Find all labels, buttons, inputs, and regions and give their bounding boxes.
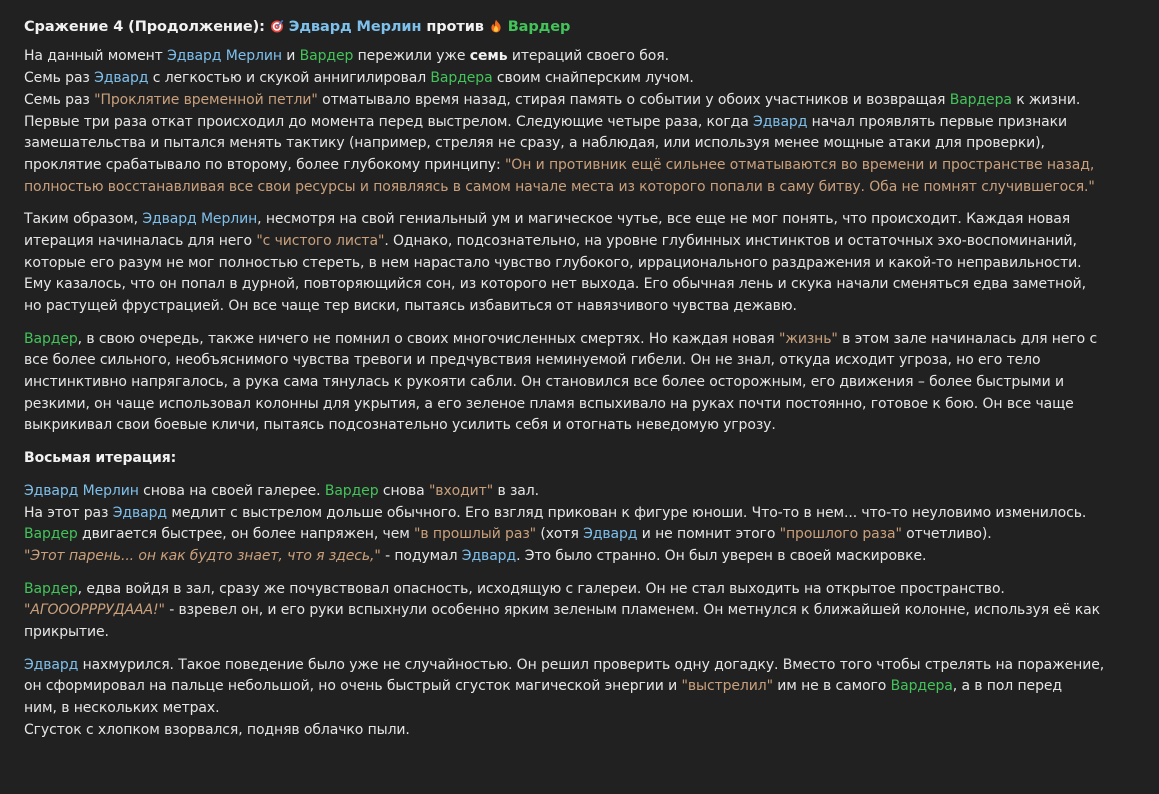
quote-text: "с чистого листа" [256, 232, 385, 249]
text-fragment: в этом зале начиналась для него с [842, 330, 1098, 347]
text-fragment: (хотя [540, 526, 579, 543]
varder-name: Вардер [299, 48, 354, 65]
quote-text: "выстрелил" [681, 678, 773, 695]
paragraph-3 [24, 329, 1135, 437]
heading-prefix: Сражение 4 (Продолжение): [24, 19, 265, 35]
text-fragment: с легкостью и скукой аннигилировал [152, 70, 427, 87]
text-fragment: отматывало время назад, стирая память о событии у обоих участников и возвращая [322, 91, 946, 108]
text-fragment: итераций своего боя. [511, 48, 669, 65]
text-line: ним, в нескольких метрах. [24, 700, 220, 717]
quote-text: "входит" [428, 482, 494, 499]
text-fragment: начал проявлять первые признаки [811, 113, 1067, 130]
text-fragment: в зал. [497, 482, 539, 499]
edward-name: Эдвард [112, 504, 168, 521]
text-line [24, 209, 1135, 231]
varder-name: Вардер [24, 526, 78, 543]
text-fragment: снова на своей галерее. [143, 482, 321, 499]
text-fragment: нахмурился. Такое поведение было уже не случайностью. Он решил проверить одну догадку. Вместо того чтобы стрелять на поражение, [82, 656, 1105, 673]
text-line: Ему казалось, что он попал в дурной, повторяющийся сон, из которого нет выхода. Его обычная лень и скука начали сменяться едва заметной, [24, 276, 1086, 293]
text-fragment: итерация начиналась для него [24, 232, 252, 249]
text-line [24, 600, 1135, 622]
text-fragment: Семь раз [24, 91, 90, 108]
text-fragment: им не в самого [777, 678, 887, 695]
text-line [24, 503, 1135, 525]
edward-name: Эдвард [94, 70, 149, 87]
text-fragment: медлит с выстрелом дольше обычного. Его взгляд прикован к фигуре юноши. Что-то в нем... что-то неуловимо изменилось. [171, 504, 1087, 521]
text-fragment: , а в пол перед [952, 678, 1062, 695]
quote-text: "Он и противник ещё сильнее отматываются во времени и пространстве назад, [504, 156, 1095, 173]
text-fragment: . Это было странно. Он был уверен в своей маскировке. [516, 547, 927, 564]
text-line: все более сильного, необъяснимого чувства тревоги и предчувствия неминуемой гибели. Он не знал, откуда исходит угроза, но его тело [24, 352, 1041, 369]
text-fragment: и [286, 48, 296, 65]
edward-name: Эдвард [753, 113, 808, 130]
paragraph-2 [24, 209, 1135, 317]
text-fragment: он сформировал на пальце небольшой, но очень быстрый сгусток магической энергии и [24, 678, 678, 695]
target-icon [270, 19, 284, 33]
quote-line: полностью восстанавливая все свои ресурсы и появляясь в самом начале места из которого попали в саму битву. Оба не помнят случившегося." [24, 178, 1095, 195]
text-fragment: к жизни. [1016, 91, 1081, 108]
text-line: инстинктивно напрягалось, а рука сама тянулась к рукояти сабли. Он становился все более осторожным, его движения – более быстрыми и [24, 374, 1064, 391]
quote-text: "в прошлый раз" [414, 526, 537, 543]
text-line [24, 68, 1135, 90]
text-fragment: снова [382, 482, 425, 499]
text-fragment: своим снайперским лучом. [496, 70, 694, 87]
edward-name: Эдвард [461, 547, 517, 564]
text-fragment: , едва войдя в зал, сразу же почувствовал опасность, исходящую с галереи. Он не стал выходить на открытое пространство. [77, 580, 1005, 597]
paragraph-4 [24, 481, 1135, 568]
text-fragment: На этот раз [24, 504, 109, 521]
varder-name: Вардер [324, 482, 379, 499]
quote-text: "жизнь" [778, 330, 838, 347]
edward-name: Эдвард Мерлин [24, 482, 139, 499]
text-fragment: отчетливо). [906, 526, 992, 543]
varder-name: Вардер [507, 19, 571, 35]
text-line: выкрикивал свои боевые кличи, пытаясь подсознательно усилить себя и отогнать неведомую угрозу. [24, 417, 776, 434]
text-fragment: Таким образом, [24, 211, 138, 228]
battle-heading [24, 16, 1135, 38]
text-fragment: - подумал [385, 547, 458, 564]
text-line [24, 155, 1135, 177]
quote-text: "прошлого раза" [779, 526, 902, 543]
varder-name: Вардера [430, 70, 493, 87]
paragraph-5 [24, 579, 1135, 644]
edward-name: Эдвард [24, 656, 79, 673]
edward-name: Эдвард [583, 526, 638, 543]
thought-quote: "Этот парень... он как будто знает, что я здесь," [24, 547, 381, 564]
text-line [24, 481, 1135, 503]
quote-text: "Проклятие временной петли" [94, 91, 318, 108]
versus-label: против [426, 19, 484, 35]
varder-name: Вардера [949, 91, 1012, 108]
text-line [24, 112, 1135, 134]
text-line [24, 676, 1135, 698]
bold-text: семь [469, 48, 508, 65]
text-fragment: пережили уже [357, 48, 466, 65]
text-fragment: Семь раз [24, 70, 90, 87]
text-line: прикрытие. [24, 623, 109, 640]
battle-cry-quote: "АГОООРРРУДААА!" [24, 602, 165, 619]
edward-name: Эдвард Мерлин [288, 19, 422, 35]
text-fragment: Первые три раза откат происходил до момента перед выстрелом. Следующие четыре раза, когда [24, 113, 749, 130]
text-line [24, 546, 1135, 568]
text-line: Сгусток с хлопком взорвался, подняв облачко пыли. [24, 721, 410, 738]
text-line: которые его разум не мог полностью стереть, в нем нарастало чувство глубокого, иррационального раздражения и какой-то неправильности. [24, 254, 1082, 271]
text-fragment: , несмотря на свой гениальный ум и магическое чутье, все еще не мог понять, что происходит. Каждая новая [257, 211, 1071, 228]
text-fragment: - взревел он, и его руки вспыхнули особенно ярким зеленым пламенем. Он метнулся к ближайшей колонне, используя её как [169, 602, 1100, 619]
paragraph-1 [24, 46, 1135, 198]
text-line [24, 329, 1135, 351]
edward-name: Эдвард Мерлин [167, 48, 282, 65]
text-fragment: . Однако, подсознательно, на уровне глубинных инстинктов и остаточных эхо-воспоминаний, [384, 232, 1077, 249]
varder-name: Вардера [890, 678, 953, 695]
text-line [24, 231, 1135, 253]
paragraph-6 [24, 655, 1135, 742]
text-fragment: двигается быстрее, он более напряжен, чем [82, 526, 410, 543]
text-line [24, 90, 1135, 112]
text-fragment: На данный момент [24, 48, 163, 65]
text-fragment: проклятие срабатывало по второму, более глубокому принципу: [24, 156, 501, 173]
text-fragment: и не помнит этого [641, 526, 776, 543]
edward-name: Эдвард Мерлин [142, 211, 258, 228]
text-line: резкими, он чаще использовал колонны для укрытия, а его зеленое пламя вспыхивало на руках почти постоянно, готовое к бою. Он все чаще [24, 395, 1074, 412]
text-line [24, 524, 1135, 546]
text-line [24, 46, 1135, 68]
text-line [24, 579, 1135, 601]
text-line: но растущей фрустрацией. Он все чаще тер виски, пытаясь избавиться от навязчивого чувства дежавю. [24, 298, 797, 315]
text-line [24, 655, 1135, 677]
section-header: Восьмая итерация: [24, 450, 177, 467]
varder-name: Вардер [24, 330, 78, 347]
text-fragment: , в свою очередь, также ничего не помнил о своих многочисленных смертях. Но каждая новая [77, 330, 775, 347]
text-line: замешательства и пытался менять тактику (например, стреляя не сразу, а наблюдая, или используя менее мощные атаки для проверки), [24, 135, 1045, 152]
fire-icon [489, 19, 503, 33]
varder-name: Вардер [24, 580, 78, 597]
